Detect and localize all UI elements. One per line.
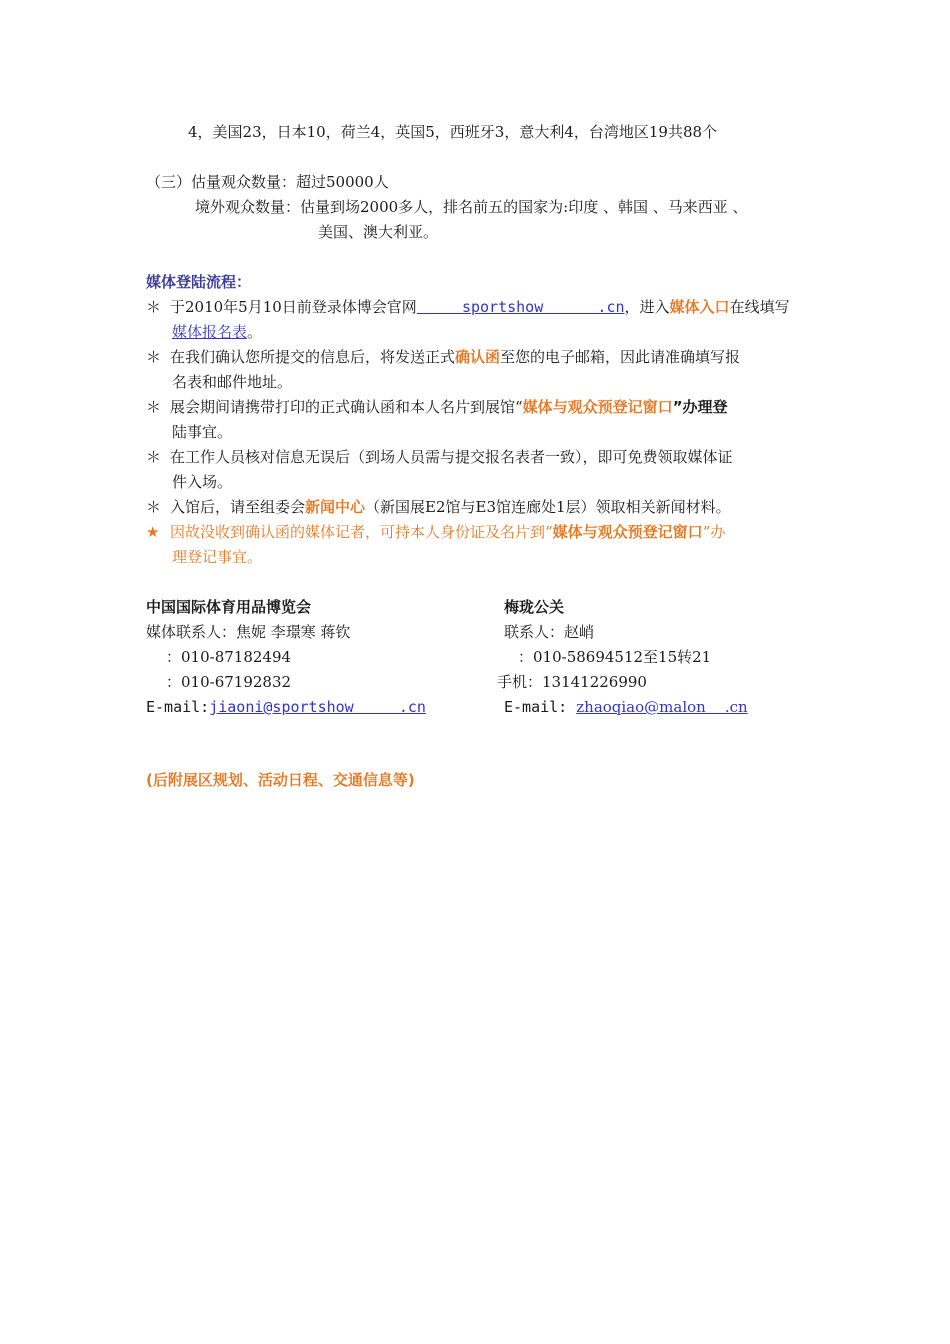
item-1-text: 于2010年5月10日前登录体博会官网 (170, 298, 417, 316)
item-5-text: 入馆后，请至组委会 (170, 498, 306, 516)
process-item-2 (146, 347, 740, 367)
bullet-icon: ＊ (146, 498, 162, 516)
bullet-icon: ＊ (146, 298, 162, 316)
item-4-text: 在工作人员核对信息无误后（到场人员需与提交报名表者一致），即可免费领取媒体证 (170, 448, 733, 466)
right-contact-phone: ：010-58694512至15转21 (518, 648, 712, 666)
appendix-note: (后附展区规划、活动日程、交通信息等) (146, 771, 415, 789)
process-item-2-line-2: 名表和邮件地址。 (172, 373, 293, 391)
process-item-3 (146, 397, 728, 417)
bullet-icon: ＊ (146, 448, 162, 466)
item-1-mid-text: ，进入 (624, 298, 670, 316)
media-process-title: 媒体登陆流程： (146, 273, 252, 291)
left-contact-phone-2: ：010-67192832 (166, 673, 292, 691)
left-contact-phone-1: ：010-87182494 (166, 648, 292, 666)
item-6-text: 因故没收到确认函的媒体记者，可持本人身份证及名片到“ (170, 523, 553, 541)
left-email-label: E-mail: (146, 698, 210, 716)
star-icon: ★ (146, 523, 160, 541)
process-item-6-line-2: 理登记事宜。 (172, 548, 263, 566)
right-contact-org: 梅珑公关 (504, 598, 565, 616)
process-item-4-line-2: 件入场。 (172, 473, 233, 491)
process-item-1-line-2 (172, 322, 262, 342)
left-contact-people: 媒体联系人：焦妮 李璟寒 蒋钦 (146, 623, 351, 641)
right-email-label: E-mail: (504, 698, 577, 716)
right-contact-email-row (504, 697, 748, 717)
media-entrance-highlight: 媒体入口 (669, 298, 730, 316)
item-2-post-text: 至您的电子邮箱，因此请准确填写报 (500, 348, 741, 366)
overseas-audience-line-2: 美国、澳大利亚。 (318, 223, 439, 241)
bullet-icon: ＊ (146, 398, 162, 416)
item-1-post-text: 在线填写 (729, 298, 790, 316)
item-3-text: 展会期间请携带打印的正式确认函和本人名片到展馆“ (170, 398, 523, 416)
process-item-4 (146, 447, 733, 467)
process-item-6 (146, 522, 725, 542)
audience-heading: （三）估量观众数量：超过50000人 (146, 173, 389, 191)
left-contact-org: 中国国际体育用品博览会 (146, 598, 312, 616)
registration-window-highlight: 媒体与观众预登记窗口 (522, 398, 673, 416)
item-2-text: 在我们确认您所提交的信息后，将发送正式 (170, 348, 456, 366)
confirmation-letter-highlight: 确认函 (455, 348, 501, 366)
bullet-icon: ＊ (146, 348, 162, 366)
left-email-link[interactable]: jiaoni@sportshow .cn (209, 698, 426, 716)
process-item-5 (146, 497, 731, 517)
process-item-1 (146, 297, 790, 317)
media-registration-form-link[interactable]: 媒体报名表 (172, 323, 248, 341)
item-3-post-text: ”办理登 (672, 398, 728, 416)
right-contact-mobile: 手机：13141226990 (497, 673, 647, 691)
registration-window-highlight-2: 媒体与观众预登记窗口 (552, 523, 703, 541)
process-item-3-line-2: 陆事宜。 (172, 423, 233, 441)
overseas-audience-line-1: 境外观众数量：估量到场2000多人，排名前五的国家为:印度 、韩国 、马来西亚 、 (195, 198, 748, 216)
item-1-line-2-punct: 。 (247, 323, 263, 341)
press-center-highlight: 新闻中心 (305, 498, 366, 516)
left-contact-email-row (146, 697, 426, 717)
right-contact-person: 联系人：赵峭 (504, 623, 595, 641)
countries-count-line: 4，美国23，日本10，荷兰4，英国5，西班牙3，意大利4，台湾地区19共88个 (188, 123, 718, 141)
right-email-link[interactable]: zhaoqiao@malon .cn (576, 698, 748, 716)
official-site-link[interactable]: sportshow .cn (416, 298, 625, 316)
item-6-post-text: ”办 (702, 523, 726, 541)
item-5-post-text: （新国展E2馆与E3馆连廊处1层）领取相关新闻材料。 (365, 498, 731, 516)
